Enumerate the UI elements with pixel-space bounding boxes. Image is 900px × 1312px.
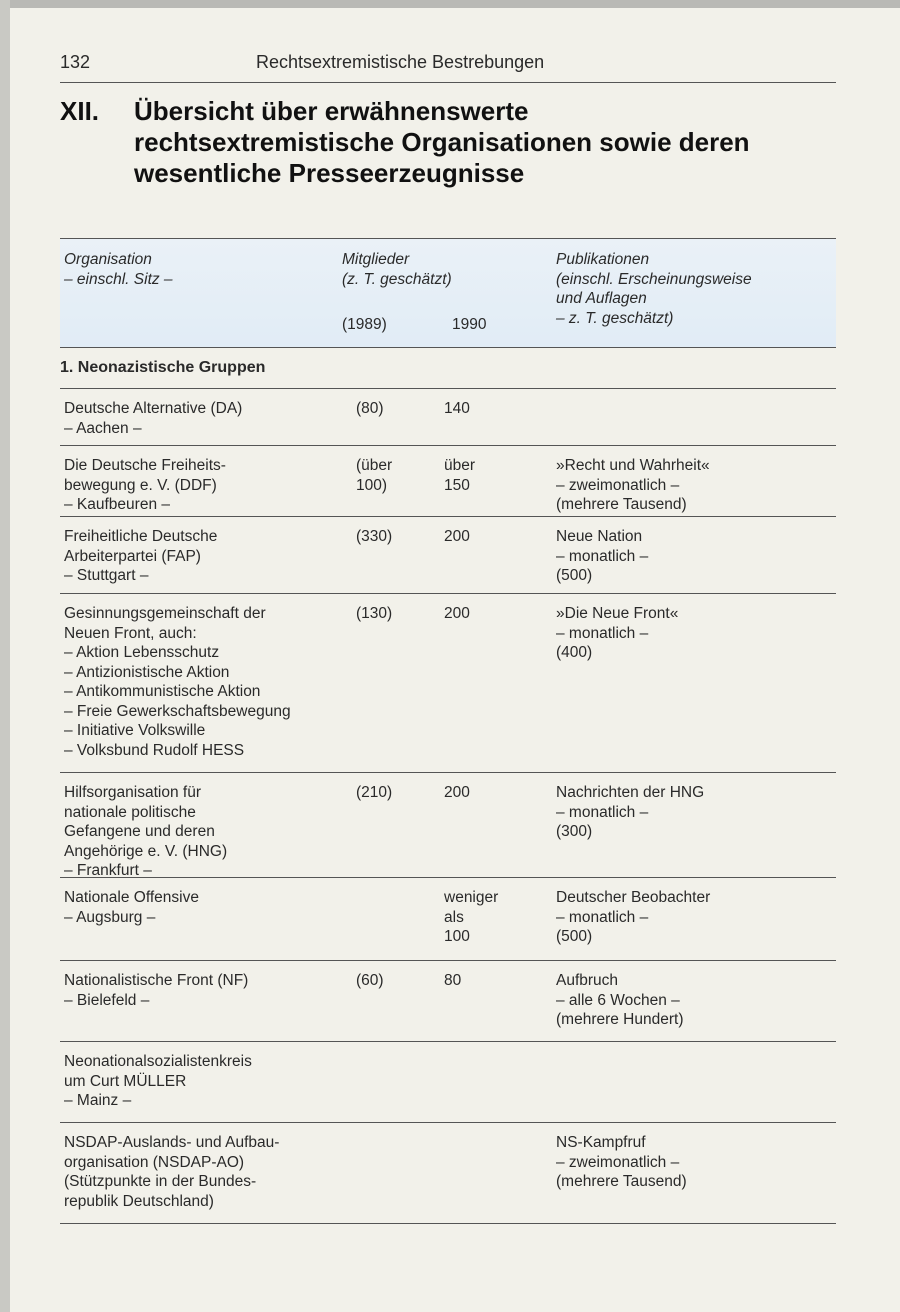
table-row: [60, 517, 836, 594]
cell-line: 80: [444, 972, 462, 989]
cell-line: bewegung e. V. (DDF): [64, 476, 217, 494]
cell-line: – monatlich –: [556, 624, 649, 642]
cell-line: (300): [556, 823, 593, 840]
cell-line: Nachrichten der HNG: [556, 784, 705, 801]
chapter-title: [134, 96, 834, 189]
cell-line: (400): [556, 644, 593, 661]
cell-publication: [556, 1133, 836, 1192]
cell-line: Hilfsorganisation für: [64, 784, 201, 801]
chapter-title-line: rechtsextremistische Organisationen sowie deren: [134, 127, 750, 157]
cell-line: – Aachen –: [64, 419, 142, 437]
page-edge-top: [0, 0, 900, 8]
cell-line: nationale politische: [64, 803, 196, 821]
chapter-number: XII.: [60, 96, 100, 126]
cell-line: (mehrere Tausend): [556, 496, 687, 513]
cell-publication: [556, 456, 836, 515]
cell-members-1990: [444, 604, 524, 624]
cell-publication: [556, 783, 836, 842]
cell-line: organisation (NSDAP-AO): [64, 1153, 245, 1171]
cell-line: (500): [556, 567, 593, 584]
cell-line: weniger: [444, 889, 499, 906]
cell-line: Gesinnungsgemeinschaft der: [64, 605, 266, 622]
cell-line: (60): [356, 972, 384, 989]
section-heading: [60, 348, 836, 389]
section-title: 1. Neonazistische Gruppen: [60, 359, 266, 376]
cell-line: – monatlich –: [556, 908, 649, 926]
header-text: Organisation: [64, 251, 152, 268]
cell-publication: [556, 888, 836, 947]
cell-members-1989: [356, 456, 416, 495]
cell-line: – Freie Gewerkschaftsbewegung: [64, 702, 291, 720]
cell-line: »Recht und Wahrheit«: [556, 457, 710, 474]
cell-line: – zweimonatlich –: [556, 476, 680, 494]
header-publications: [556, 250, 836, 328]
cell-line: NSDAP-Auslands- und Aufbau-: [64, 1134, 280, 1151]
cell-members-1990: [444, 783, 524, 803]
cell-line: – alle 6 Wochen –: [556, 991, 680, 1009]
cell-organisation: [64, 456, 334, 515]
chapter-title-line: Übersicht über erwähnenswerte: [134, 96, 529, 126]
header-year-1989: (1989): [342, 316, 387, 333]
cell-line: »Die Neue Front«: [556, 605, 679, 622]
cell-line: republik Deutschland): [64, 1192, 214, 1210]
header-text: (z. T. geschätzt): [342, 270, 452, 288]
cell-members-1989: [356, 527, 416, 547]
cell-line: – Volksbund Rudolf HESS: [64, 741, 245, 759]
header-text: Publikationen: [556, 251, 650, 268]
cell-line: 200: [444, 528, 470, 545]
header-text: – z. T. geschätzt): [556, 309, 674, 327]
cell-organisation: [64, 971, 334, 1010]
cell-line: (mehrere Tausend): [556, 1173, 687, 1190]
cell-line: – Mainz –: [64, 1092, 132, 1109]
cell-line: (130): [356, 605, 393, 622]
table-row: [60, 446, 836, 517]
chapter-title-line: wesentliche Presseerzeugnisse: [134, 158, 525, 188]
header-members: [342, 250, 502, 289]
cell-line: – monatlich –: [556, 547, 649, 565]
running-title: Rechtsextremistische Bestrebungen: [256, 52, 545, 72]
cell-publication: [556, 604, 836, 663]
cell-line: – monatlich –: [556, 803, 649, 821]
cell-members-1989: [356, 971, 416, 991]
cell-line: um Curt MÜLLER: [64, 1072, 187, 1090]
cell-line: (über: [356, 457, 393, 474]
cell-line: (80): [356, 400, 384, 417]
header-organisation: [64, 250, 334, 289]
cell-line: – Stuttgart –: [64, 567, 149, 584]
cell-line: – Initiative Volkswille: [64, 722, 206, 739]
cell-line: 200: [444, 784, 470, 801]
cell-organisation: [64, 888, 334, 927]
table-row: [60, 1042, 836, 1123]
cell-line: als: [444, 908, 464, 926]
organisations-table: [60, 238, 836, 1224]
cell-line: Deutscher Beobachter: [556, 889, 711, 906]
cell-line: Nationale Offensive: [64, 889, 199, 906]
cell-line: (Stützpunkte in der Bundes-: [64, 1173, 257, 1190]
cell-line: – Aktion Lebensschutz: [64, 644, 220, 661]
cell-line: NS-Kampfruf: [556, 1134, 646, 1151]
cell-line: 140: [444, 400, 470, 417]
header-text: Mitglieder: [342, 251, 410, 268]
cell-line: Gefangene und deren: [64, 823, 215, 840]
cell-line: (210): [356, 784, 393, 801]
cell-members-1990: [444, 888, 524, 947]
table-header: [60, 238, 836, 348]
table-row: [60, 773, 836, 878]
cell-line: – Kaufbeuren –: [64, 496, 171, 513]
cell-members-1990: [444, 399, 524, 419]
cell-members-1990: [444, 456, 524, 495]
cell-organisation: [64, 1133, 334, 1211]
cell-line: – zweimonatlich –: [556, 1153, 680, 1171]
cell-line: 100: [444, 928, 470, 945]
cell-line: Aufbruch: [556, 972, 619, 989]
table-row: [60, 389, 836, 446]
cell-organisation: [64, 1052, 334, 1111]
cell-line: – Frankfurt –: [64, 862, 152, 879]
cell-line: Arbeiterpartei (FAP): [64, 547, 201, 565]
header-text: – einschl. Sitz –: [64, 270, 173, 288]
cell-publication: [556, 527, 836, 586]
cell-line: – Bielefeld –: [64, 991, 150, 1009]
header-text: und Auflagen: [556, 290, 647, 307]
cell-line: Neonationalsozialistenkreis: [64, 1053, 252, 1070]
cell-organisation: [64, 527, 334, 586]
cell-line: – Antizionistische Aktion: [64, 663, 230, 681]
cell-line: – Antikommunistische Aktion: [64, 683, 261, 700]
header-text: (einschl. Erscheinungsweise: [556, 270, 752, 288]
cell-line: Neue Nation: [556, 528, 643, 545]
cell-organisation: [64, 604, 334, 760]
cell-members-1989: [356, 783, 416, 803]
cell-publication: [556, 971, 836, 1030]
cell-line: Freiheitliche Deutsche: [64, 528, 218, 545]
cell-members-1990: [444, 527, 524, 547]
page-number: 132: [60, 52, 91, 72]
cell-line: (500): [556, 928, 593, 945]
cell-line: Deutsche Alternative (DA): [64, 400, 243, 417]
cell-line: Neuen Front, auch:: [64, 624, 197, 642]
cell-line: Die Deutsche Freiheits-: [64, 457, 226, 474]
cell-organisation: [64, 783, 334, 881]
cell-line: (mehrere Hundert): [556, 1011, 684, 1028]
table-row: [60, 878, 836, 961]
header-rule: [60, 82, 836, 83]
cell-line: über: [444, 457, 476, 474]
cell-line: (330): [356, 528, 393, 545]
table-row: [60, 594, 836, 773]
cell-line: 200: [444, 605, 470, 622]
cell-members-1989: [356, 399, 416, 419]
cell-line: – Augsburg –: [64, 908, 156, 926]
cell-line: Angehörige e. V. (HNG): [64, 842, 228, 860]
table-row: [60, 961, 836, 1042]
page-edge-left: [0, 0, 10, 1312]
cell-line: 150: [444, 476, 470, 494]
cell-members-1989: [356, 604, 416, 624]
header-year-1990: 1990: [452, 316, 487, 333]
cell-line: 100): [356, 476, 388, 494]
cell-organisation: [64, 399, 334, 438]
cell-members-1990: [444, 971, 524, 991]
table-row: [60, 1123, 836, 1224]
cell-line: Nationalistische Front (NF): [64, 972, 249, 989]
table-body: [60, 389, 836, 1224]
